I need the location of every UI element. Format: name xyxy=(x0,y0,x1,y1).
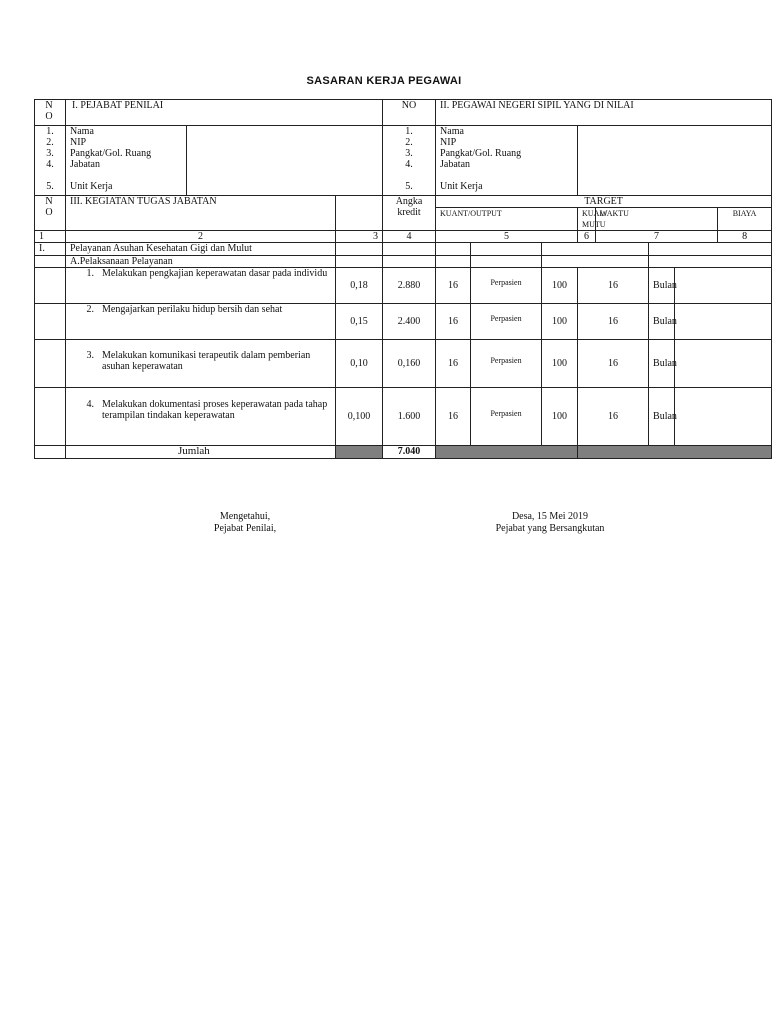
activity-description: Melakukan komunikasi terapeutik dalam pemberian asuhan keperawatan xyxy=(102,350,311,372)
num: 5. xyxy=(405,181,413,192)
activity-kredit: 2.400 xyxy=(383,304,436,340)
total-row xyxy=(35,446,772,459)
activity-kredit: 0,160 xyxy=(383,340,436,388)
subgroup-name: A.Pelaksanaan Pelayanan xyxy=(66,256,336,268)
kuant-output-header: KUANT/OUTPUT xyxy=(436,208,578,231)
activity-number: 4. xyxy=(86,399,94,410)
col-number: 3 xyxy=(336,231,383,243)
col-number: 5 xyxy=(436,231,578,243)
document-title: SASARAN KERJA PEGAWAI xyxy=(306,75,462,87)
activity-satuan: Bulan xyxy=(649,340,675,388)
kegiatan-header: III. KEGIATAN TUGAS JABATAN xyxy=(66,196,336,231)
activity-text xyxy=(66,268,336,304)
field-label: Unit Kerja xyxy=(70,181,113,192)
signature-left-line1: Mengetahui, xyxy=(219,511,271,522)
activity-ak: 0,100 xyxy=(336,388,383,446)
identity-right-fields xyxy=(436,126,578,196)
activity-kredit: 2.880 xyxy=(383,268,436,304)
activity-text xyxy=(66,340,336,388)
activity-number: 3. xyxy=(86,350,94,361)
total-shaded-cell xyxy=(336,446,383,459)
activity-number: 1. xyxy=(86,268,94,279)
signature-left-line2: Pejabat Penilai, xyxy=(213,523,277,534)
col-number: 2 xyxy=(66,231,336,243)
section3-header-row xyxy=(35,196,772,208)
angka-kredit-header: Angka kredit xyxy=(383,196,436,231)
identity-right-numbers xyxy=(383,126,436,196)
activity-ak: 0,18 xyxy=(336,268,383,304)
biaya-header: BIAYA xyxy=(718,208,772,231)
activity-unit: Perpasien xyxy=(471,340,542,388)
field-label: NIP xyxy=(440,137,457,148)
activity-waktu: 16 xyxy=(578,304,649,340)
activity-mutu: 100 xyxy=(542,340,578,388)
subgroup-row xyxy=(35,256,772,268)
field-label: NIP xyxy=(70,137,87,148)
field-label: Nama xyxy=(70,126,94,137)
num: 3. xyxy=(46,148,54,159)
activity-ak: 0,15 xyxy=(336,304,383,340)
header-row xyxy=(35,100,772,126)
waktu-header: WAKTU xyxy=(596,208,718,231)
identity-right-values xyxy=(578,126,772,196)
num: 1. xyxy=(405,126,413,137)
activity-row xyxy=(35,340,772,388)
activity-waktu: 16 xyxy=(578,340,649,388)
num: 2. xyxy=(405,137,413,148)
activity-satuan: Bulan xyxy=(649,388,675,446)
total-label: Jumlah xyxy=(66,446,336,459)
total-shaded-cell xyxy=(578,446,772,459)
activity-row xyxy=(35,304,772,340)
activity-mutu: 100 xyxy=(542,388,578,446)
activity-satuan: Bulan xyxy=(649,304,675,340)
num: 4. xyxy=(405,159,413,170)
col-number: 1 xyxy=(35,231,66,243)
activity-kredit: 1.600 xyxy=(383,388,436,446)
activity-row xyxy=(35,388,772,446)
identity-left-fields xyxy=(66,126,187,196)
column-number-row xyxy=(35,231,772,243)
activity-row xyxy=(35,268,772,304)
kual-mutu-header: KUAL/ MUTU xyxy=(578,208,596,231)
field-label: Jabatan xyxy=(440,159,471,170)
col-number: 6 xyxy=(578,231,596,243)
activity-mutu: 100 xyxy=(542,268,578,304)
field-label: Pangkat/Gol. Ruang xyxy=(440,148,522,159)
field-label: Nama xyxy=(440,126,464,137)
num: 5. xyxy=(46,181,54,192)
activity-mutu: 100 xyxy=(542,304,578,340)
signature-left xyxy=(175,511,315,535)
no-header-section3: N O xyxy=(35,196,66,231)
activity-description: Melakukan pengkajian keperawatan dasar pada individu xyxy=(102,268,328,279)
col-number: 8 xyxy=(718,231,772,243)
activity-ak: 0,10 xyxy=(336,340,383,388)
pejabat-penilai-header: I. PEJABAT PENILAI xyxy=(66,100,383,126)
activity-description: Mengajarkan perilaku hidup bersih dan sehat xyxy=(102,304,283,315)
empty-cell xyxy=(336,196,383,231)
group-name: Pelayanan Asuhan Kesehatan Gigi dan Mulut xyxy=(66,243,336,256)
total-value: 7.040 xyxy=(383,446,436,459)
num: 3. xyxy=(405,148,413,159)
no-header-left: N O xyxy=(35,100,66,126)
activity-unit: Perpasien xyxy=(471,304,542,340)
activity-number: 2. xyxy=(86,304,94,315)
activity-satuan: Bulan xyxy=(649,268,675,304)
activity-waktu: 16 xyxy=(578,388,649,446)
col-number: 4 xyxy=(383,231,436,243)
total-shaded-cell xyxy=(436,446,578,459)
num: 2. xyxy=(46,137,54,148)
identity-left-numbers xyxy=(35,126,66,196)
field-label: Pangkat/Gol. Ruang xyxy=(70,148,152,159)
signature-right-line2: Pejabat yang Bersangkutan xyxy=(495,523,605,534)
signature-right xyxy=(460,511,640,535)
pegawai-dinilai-header: II. PEGAWAI NEGERI SIPIL YANG DI NILAI xyxy=(436,100,772,126)
target-header: TARGET xyxy=(436,196,772,208)
activity-unit: Perpasien xyxy=(471,268,542,304)
field-label: Unit Kerja xyxy=(440,181,483,192)
activity-text xyxy=(66,388,336,446)
activity-description: Melakukan dokumentasi proses keperawatan pada tahap terampilan tindakan keperawatan xyxy=(102,399,328,421)
num: 1. xyxy=(46,126,54,137)
activity-qty: 16 xyxy=(436,388,471,446)
activity-qty: 16 xyxy=(436,304,471,340)
field-label: Jabatan xyxy=(70,159,100,170)
activity-unit: Perpasien xyxy=(471,388,542,446)
identity-row xyxy=(35,126,772,196)
activity-qty: 16 xyxy=(436,268,471,304)
skp-table xyxy=(34,99,772,459)
group-roman: I. xyxy=(35,243,66,256)
activity-qty: 16 xyxy=(436,340,471,388)
activity-text xyxy=(66,304,336,340)
identity-left-values xyxy=(187,126,383,196)
no-header-right: NO xyxy=(383,100,436,126)
signature-right-line1: Desa, 15 Mei 2019 xyxy=(511,511,589,522)
col-number: 7 xyxy=(596,231,718,243)
activity-waktu: 16 xyxy=(578,268,649,304)
group-row xyxy=(35,243,772,256)
num: 4. xyxy=(46,159,54,170)
